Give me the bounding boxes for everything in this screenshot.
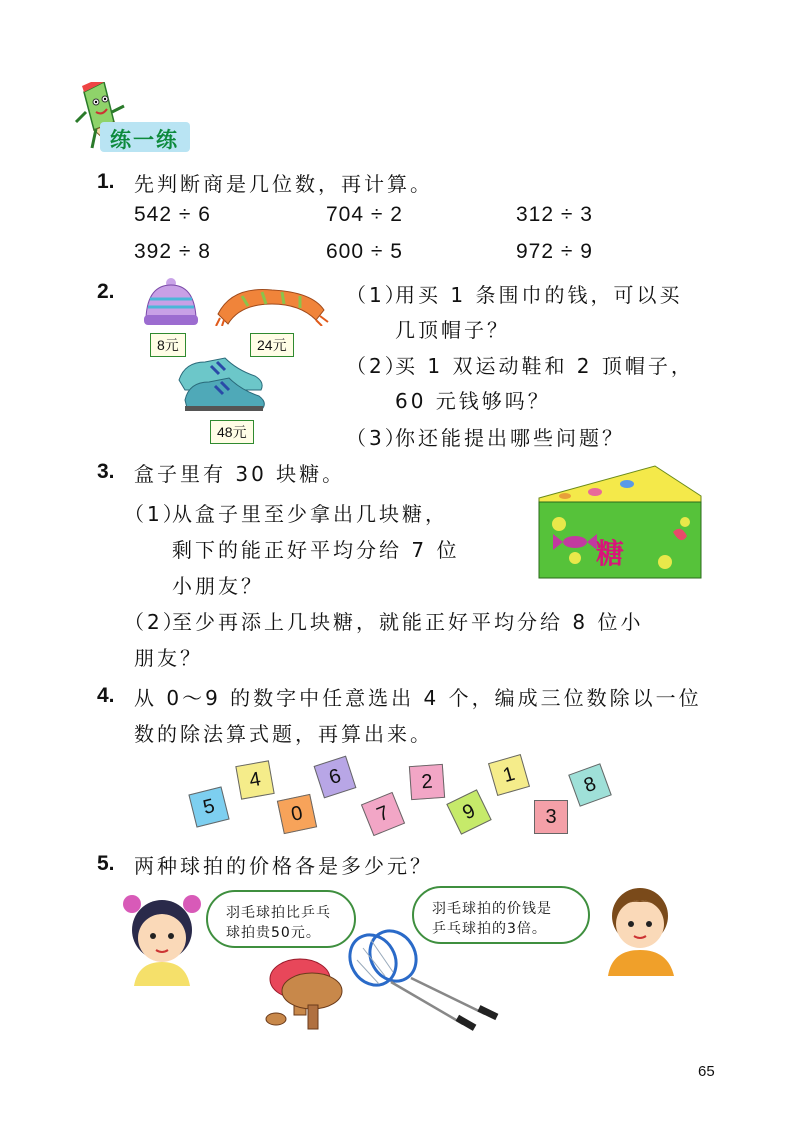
q3-sub2-tag: （2） [124, 610, 186, 634]
q3-sub1-line3: 小朋友？ [172, 574, 264, 598]
q4-line1: 从 0～9 的数字中任意选出 4 个，编成三位数除以一位 [134, 686, 702, 710]
q1-expr-6: 972 ÷ 9 [516, 240, 593, 263]
q4-number: 4. [97, 684, 115, 707]
q1-text: 先判断商是几位数，再计算。 [134, 172, 433, 196]
q1-expr-2: 704 ÷ 2 [326, 203, 403, 226]
q2-sub1-line2: 几顶帽子？ [395, 318, 510, 342]
candy-box-label: 糖 [596, 537, 625, 570]
digit-card-1: 1 [488, 754, 530, 796]
q2-sub2-tag: （2） [346, 354, 408, 378]
q2-sub2-line1: 买 1 双运动鞋和 2 顶帽子， [395, 354, 694, 378]
digit-card-7: 7 [361, 792, 405, 836]
shoes-price: 48元 [210, 420, 254, 444]
digit-card-4: 4 [235, 760, 274, 799]
q1-expr-4: 392 ÷ 8 [134, 240, 211, 263]
q3-sub2-line2: 朋友？ [134, 646, 203, 670]
page-number: 65 [698, 1063, 715, 1080]
q3-number: 3. [97, 460, 115, 483]
scarf-price: 24元 [250, 333, 294, 357]
q2-number: 2. [97, 280, 115, 303]
q1-expr-3: 312 ÷ 3 [516, 203, 593, 226]
q1-number: 1. [97, 170, 115, 193]
digit-card-5: 5 [188, 786, 229, 827]
q3-sub1-tag: （1） [124, 502, 186, 526]
q4-line2: 数的除法算式题，再算出来。 [134, 722, 433, 746]
digit-card-0: 0 [277, 794, 317, 834]
q1-expr-5: 600 ÷ 5 [326, 240, 403, 263]
q5-text: 两种球拍的价格各是多少元？ [134, 854, 433, 878]
digit-card-9: 9 [446, 789, 491, 834]
q3-sub1-line1: 从盒子里至少拿出几块糖， [172, 502, 448, 526]
hat-price: 8元 [150, 333, 186, 357]
sneakers-icon [175, 350, 267, 412]
q2-sub1-tag: （1） [346, 283, 408, 307]
q2-sub2-line2: 60 元钱够吗？ [395, 389, 551, 413]
q3-sub1-line2: 剩下的能正好平均分给 7 位 [172, 538, 460, 562]
girl-illustration [120, 890, 204, 986]
scarf-icon [212, 280, 330, 326]
digit-card-8: 8 [568, 763, 612, 807]
boy-illustration [598, 880, 682, 976]
digit-card-2: 2 [409, 764, 445, 800]
ping-pong-paddles-icon [258, 955, 358, 1035]
section-title: 练一练 [110, 128, 179, 152]
q2-sub3-tag: （3） [346, 426, 408, 450]
q2-sub1-line1: 用买 1 条围巾的钱，可以买 [395, 283, 683, 307]
speech-bubble-left: 羽毛球拍比乒乓 球拍贵50元。 [206, 890, 356, 948]
speech-bubble-right: 羽毛球拍的价钱是 乒乓球拍的3倍。 [412, 886, 590, 944]
q1-expr-1: 542 ÷ 6 [134, 203, 211, 226]
badminton-rackets-icon [345, 928, 505, 1038]
q5-number: 5. [97, 852, 115, 875]
q3-sub2-line1: 至少再添上几块糖，就能正好平均分给 8 位小 [172, 610, 644, 634]
q2-sub3-line1: 你还能提出哪些问题？ [395, 426, 625, 450]
hat-icon [140, 277, 202, 327]
digit-card-3: 3 [534, 800, 568, 834]
digit-card-6: 6 [314, 756, 357, 799]
q3-text: 盒子里有 30 块糖。 [134, 462, 346, 486]
